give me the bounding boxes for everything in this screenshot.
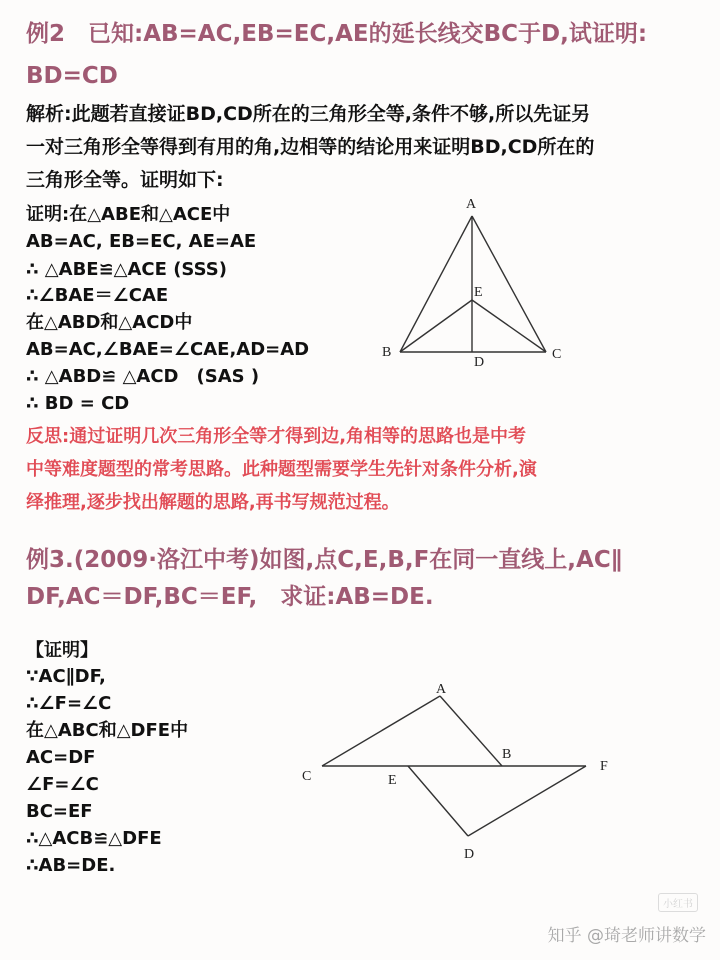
example2-title-line2: BD=CD — [26, 63, 118, 89]
example2-proof-line: AB=AC,∠BAE=∠CAE,AD=AD — [26, 339, 310, 360]
example2-reflection-line: 绎推理,逐步找出解题的思路,再书写规范过程。 — [26, 492, 400, 513]
segment-BE — [400, 300, 472, 352]
example3-proof-line: ∴∠F=∠C — [26, 693, 112, 714]
segment-AB — [400, 216, 472, 352]
segment-AB — [440, 696, 502, 766]
segment-CE — [472, 300, 546, 352]
example3-proof-line: BC=EF — [26, 801, 93, 822]
label-C: C — [302, 769, 312, 784]
example2-proof-line: AB=AC, EB=EC, AE=AE — [26, 231, 257, 252]
example2-analysis-line: 解析:此题若直接证BD,CD所在的三角形全等,条件不够,所以先证另 — [26, 103, 591, 125]
example3-proof-line: ∴AB=DE. — [26, 855, 116, 876]
segment-ED — [408, 766, 468, 836]
example2-proof-line: 在△ABD和△ACD中 — [26, 312, 193, 333]
example3-proof-line: ∴△ACB≌△DFE — [26, 828, 162, 849]
segment-DF — [468, 766, 586, 836]
example3-title-line2: DF,AC＝DF,BC＝EF, 求证:AB=DE. — [26, 584, 434, 610]
label-E: E — [388, 773, 397, 788]
example2-title-line1: 例2 已知:AB=AC,EB=EC,AE的延长线交BC于D,试证明: — [26, 21, 648, 47]
segment-CA — [322, 696, 440, 766]
example2-reflection-line: 反思:通过证明几次三角形全等才得到边,角相等的思路也是中考 — [26, 426, 527, 447]
example3-proof-line: 在△ABC和△DFE中 — [26, 720, 189, 741]
example3-proof-line: ∠F=∠C — [26, 774, 99, 795]
label-D: D — [474, 355, 485, 370]
example3-parallelogram-figure — [290, 676, 620, 866]
label-B: B — [382, 345, 392, 360]
segment-AC — [472, 216, 546, 352]
example2-proof-line: ∴ BD = CD — [26, 393, 130, 414]
example2-proof-line: ∴ △ABE≌△ACE (SSS) — [26, 259, 227, 280]
example2-reflection-line: 中等难度题型的常考思路。此种题型需要学生先针对条件分析,演 — [26, 459, 537, 480]
label-A: A — [466, 197, 477, 212]
example3-proof-line: AC=DF — [26, 747, 96, 768]
label-F: F — [600, 759, 608, 774]
example3-proof-line: ∵AC∥DF, — [26, 666, 106, 687]
example2-analysis-line: 三角形全等。证明如下: — [26, 169, 224, 191]
label-E: E — [474, 285, 483, 300]
label-C: C — [552, 347, 562, 362]
label-B: B — [502, 747, 512, 762]
example3-title-line1: 例3.(2009·洛江中考)如图,点C,E,B,F在同一直线上,AC∥ — [26, 547, 623, 573]
example2-triangle-figure — [370, 188, 590, 378]
label-A: A — [436, 682, 447, 697]
example2-proof-line: 证明:在△ABE和△ACE中 — [26, 204, 231, 225]
example2-analysis-line: 一对三角形全等得到有用的角,边相等的结论用来证明BD,CD所在的 — [26, 136, 595, 158]
example2-proof-line: ∴∠BAE＝∠CAE — [26, 285, 169, 306]
example2-proof-line: ∴ △ABD≌ △ACD (SAS ) — [26, 366, 260, 387]
label-D: D — [464, 847, 475, 862]
platform-stamp: 小红书 — [658, 893, 698, 912]
author-watermark: 知乎 @琦老师讲数学 — [547, 926, 706, 946]
example3-proof-line: 【证明】 — [26, 640, 98, 661]
